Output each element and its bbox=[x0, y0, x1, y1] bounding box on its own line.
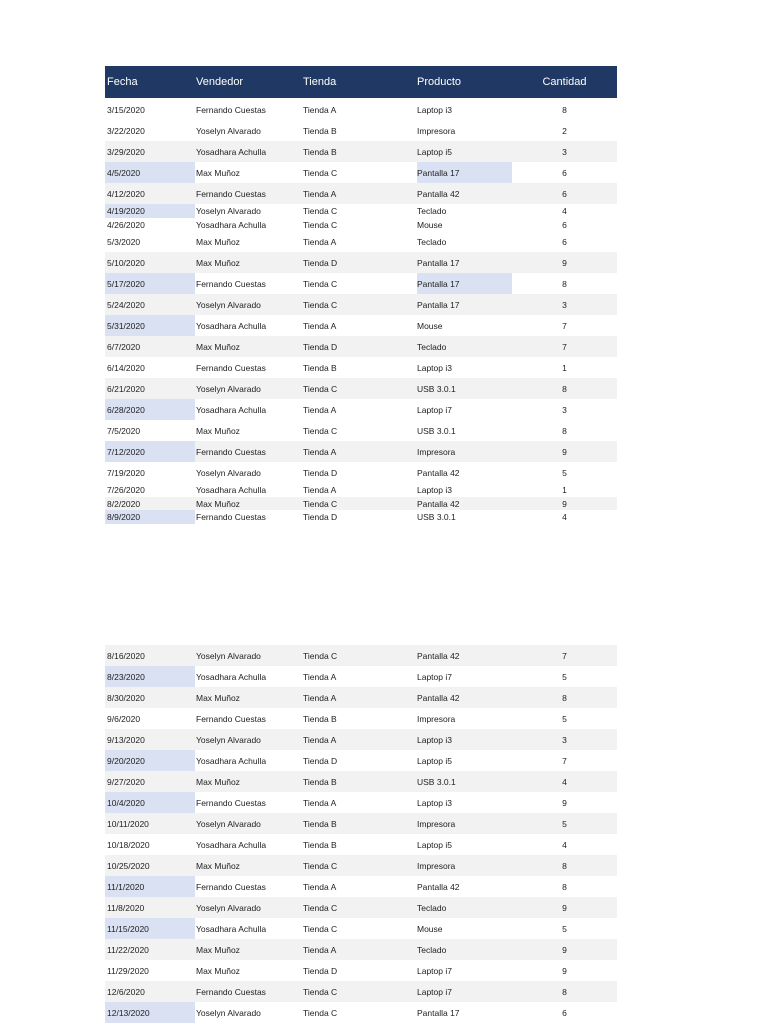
cell-producto: Pantalla 17 bbox=[417, 1007, 460, 1018]
cell-tienda: Tienda C bbox=[303, 498, 338, 509]
cell-fecha: 3/15/2020 bbox=[107, 104, 145, 115]
cell-fecha: 5/3/2020 bbox=[107, 236, 141, 247]
cell-tienda: Tienda C bbox=[303, 383, 338, 394]
table-row bbox=[105, 792, 617, 813]
cell-cantidad: 5 bbox=[562, 671, 567, 682]
cell-cantidad: 7 bbox=[562, 320, 567, 331]
cell-fecha: 11/1/2020 bbox=[105, 876, 195, 897]
cell-producto: USB 3.0.1 bbox=[417, 383, 456, 394]
cell-tienda: Tienda A bbox=[303, 944, 337, 955]
cell-fecha: 7/12/2020 bbox=[105, 441, 195, 462]
cell-tienda: Tienda A bbox=[303, 404, 337, 415]
cell-producto: Impresora bbox=[417, 818, 456, 829]
header-fecha: Fecha bbox=[107, 76, 138, 88]
table-row bbox=[105, 336, 617, 357]
cell-tienda: Tienda C bbox=[303, 860, 338, 871]
cell-fecha: 6/7/2020 bbox=[107, 341, 141, 352]
table-row bbox=[105, 834, 617, 855]
cell-fecha: 6/21/2020 bbox=[107, 383, 145, 394]
cell-vendedor: Yosadhara Achulla bbox=[196, 671, 267, 682]
cell-cantidad: 4 bbox=[562, 206, 567, 216]
cell-producto: Mouse bbox=[417, 320, 443, 331]
cell-tienda: Tienda B bbox=[303, 146, 337, 157]
cell-cantidad: 3 bbox=[562, 404, 567, 415]
cell-fecha: 5/10/2020 bbox=[107, 257, 145, 268]
table-row bbox=[105, 462, 617, 483]
cell-tienda: Tienda D bbox=[303, 257, 338, 268]
cell-vendedor: Yoselyn Alvarado bbox=[196, 1007, 261, 1018]
cell-cantidad: 8 bbox=[562, 104, 567, 115]
cell-fecha: 8/30/2020 bbox=[107, 692, 145, 703]
cell-cantidad: 9 bbox=[562, 797, 567, 808]
cell-cantidad: 9 bbox=[562, 446, 567, 457]
table-row bbox=[105, 231, 617, 252]
cell-cantidad: 5 bbox=[562, 467, 567, 478]
cell-producto: USB 3.0.1 bbox=[417, 425, 456, 436]
cell-fecha: 4/26/2020 bbox=[107, 219, 145, 230]
cell-tienda: Tienda B bbox=[303, 818, 337, 829]
cell-vendedor: Yosadhara Achulla bbox=[196, 404, 267, 415]
cell-producto: Teclado bbox=[417, 236, 447, 247]
table-row bbox=[105, 420, 617, 441]
table-row bbox=[105, 918, 617, 939]
cell-producto: Impresora bbox=[417, 125, 456, 136]
cell-vendedor: Yosadhara Achulla bbox=[196, 219, 267, 230]
cell-vendedor: Fernando Cuestas bbox=[196, 362, 266, 373]
cell-vendedor: Fernando Cuestas bbox=[196, 512, 266, 522]
cell-fecha: 12/13/2020 bbox=[105, 1002, 195, 1023]
cell-cantidad: 8 bbox=[562, 425, 567, 436]
table-row bbox=[105, 813, 617, 834]
table-row bbox=[105, 141, 617, 162]
table-row bbox=[105, 687, 617, 708]
cell-producto: Pantalla 17 bbox=[417, 273, 512, 294]
cell-producto: Impresora bbox=[417, 860, 456, 871]
cell-vendedor: Max Muñoz bbox=[196, 167, 240, 178]
cell-producto: Laptop i5 bbox=[417, 755, 452, 766]
cell-vendedor: Yoselyn Alvarado bbox=[196, 299, 261, 310]
cell-cantidad: 6 bbox=[562, 219, 567, 230]
cell-producto: USB 3.0.1 bbox=[417, 512, 456, 522]
cell-vendedor: Max Muñoz bbox=[196, 692, 240, 703]
cell-producto: Pantalla 17 bbox=[417, 257, 460, 268]
cell-cantidad: 3 bbox=[562, 146, 567, 157]
cell-tienda: Tienda D bbox=[303, 755, 338, 766]
cell-producto: Pantalla 17 bbox=[417, 162, 512, 183]
cell-vendedor: Max Muñoz bbox=[196, 965, 240, 976]
cell-vendedor: Max Muñoz bbox=[196, 425, 240, 436]
cell-producto: USB 3.0.1 bbox=[417, 776, 456, 787]
cell-tienda: Tienda A bbox=[303, 485, 337, 495]
table-row bbox=[105, 708, 617, 729]
cell-vendedor: Yoselyn Alvarado bbox=[196, 902, 261, 913]
table-row bbox=[105, 729, 617, 750]
cell-producto: Laptop i5 bbox=[417, 839, 452, 850]
table-row bbox=[105, 750, 617, 771]
cell-vendedor: Yoselyn Alvarado bbox=[196, 734, 261, 745]
cell-tienda: Tienda B bbox=[303, 776, 337, 787]
cell-cantidad: 9 bbox=[562, 965, 567, 976]
cell-cantidad: 7 bbox=[562, 755, 567, 766]
cell-producto: Laptop i3 bbox=[417, 734, 452, 745]
cell-tienda: Tienda B bbox=[303, 839, 337, 850]
cell-fecha: 11/8/2020 bbox=[107, 902, 145, 913]
table-row bbox=[105, 399, 617, 420]
cell-producto: Laptop i7 bbox=[417, 965, 452, 976]
cell-producto: Laptop i7 bbox=[417, 404, 452, 415]
cell-fecha: 3/22/2020 bbox=[107, 125, 145, 136]
cell-tienda: Tienda C bbox=[303, 219, 338, 230]
table-row bbox=[105, 939, 617, 960]
table-row bbox=[105, 897, 617, 918]
table-row bbox=[105, 120, 617, 141]
cell-fecha: 10/18/2020 bbox=[107, 839, 150, 850]
cell-tienda: Tienda A bbox=[303, 671, 337, 682]
cell-tienda: Tienda A bbox=[303, 881, 337, 892]
cell-cantidad: 9 bbox=[562, 944, 567, 955]
cell-fecha: 11/22/2020 bbox=[107, 944, 149, 955]
cell-vendedor: Fernando Cuestas bbox=[196, 797, 266, 808]
cell-vendedor: Fernando Cuestas bbox=[196, 446, 266, 457]
cell-vendedor: Max Muñoz bbox=[196, 236, 240, 247]
table-row bbox=[105, 981, 617, 1002]
cell-vendedor: Yosadhara Achulla bbox=[196, 755, 267, 766]
cell-producto: Impresora bbox=[417, 446, 456, 457]
cell-cantidad: 8 bbox=[562, 881, 567, 892]
cell-cantidad: 8 bbox=[562, 383, 567, 394]
cell-cantidad: 4 bbox=[562, 839, 567, 850]
cell-producto: Laptop i5 bbox=[417, 146, 452, 157]
cell-cantidad: 6 bbox=[562, 167, 567, 178]
cell-tienda: Tienda D bbox=[303, 965, 338, 976]
cell-vendedor: Yoselyn Alvarado bbox=[196, 818, 261, 829]
cell-producto: Teclado bbox=[417, 944, 447, 955]
cell-fecha: 7/19/2020 bbox=[107, 467, 145, 478]
cell-cantidad: 5 bbox=[562, 818, 567, 829]
cell-fecha: 10/11/2020 bbox=[107, 818, 149, 829]
cell-vendedor: Fernando Cuestas bbox=[196, 188, 266, 199]
cell-cantidad: 8 bbox=[562, 692, 567, 703]
cell-fecha: 10/4/2020 bbox=[105, 792, 195, 813]
table-row bbox=[105, 252, 617, 273]
cell-producto: Teclado bbox=[417, 341, 447, 352]
cell-fecha: 11/15/2020 bbox=[105, 918, 195, 939]
table-row bbox=[105, 1002, 617, 1023]
cell-fecha: 5/17/2020 bbox=[105, 273, 195, 294]
cell-fecha: 12/6/2020 bbox=[107, 986, 145, 997]
cell-tienda: Tienda A bbox=[303, 446, 337, 457]
cell-cantidad: 2 bbox=[562, 125, 567, 136]
cell-cantidad: 7 bbox=[562, 341, 567, 352]
cell-tienda: Tienda B bbox=[303, 362, 337, 373]
cell-tienda: Tienda C bbox=[303, 650, 338, 661]
cell-producto: Impresora bbox=[417, 713, 456, 724]
table-row bbox=[105, 204, 617, 218]
cell-vendedor: Yosadhara Achulla bbox=[196, 923, 267, 934]
cell-producto: Teclado bbox=[417, 902, 447, 913]
cell-fecha: 7/26/2020 bbox=[107, 485, 145, 495]
cell-cantidad: 9 bbox=[562, 498, 567, 509]
cell-cantidad: 8 bbox=[562, 278, 567, 289]
cell-tienda: Tienda C bbox=[303, 299, 338, 310]
cell-tienda: Tienda A bbox=[303, 734, 337, 745]
cell-vendedor: Max Muñoz bbox=[196, 860, 240, 871]
cell-producto: Pantalla 42 bbox=[417, 498, 460, 509]
cell-producto: Pantalla 42 bbox=[417, 692, 460, 703]
table-row bbox=[105, 645, 617, 666]
cell-cantidad: 6 bbox=[562, 1007, 567, 1018]
cell-fecha: 8/23/2020 bbox=[105, 666, 195, 687]
cell-fecha: 7/5/2020 bbox=[107, 425, 141, 436]
cell-fecha: 9/20/2020 bbox=[105, 750, 195, 771]
cell-producto: Laptop i3 bbox=[417, 797, 452, 808]
cell-producto: Laptop i7 bbox=[417, 986, 452, 997]
cell-fecha: 5/31/2020 bbox=[105, 315, 195, 336]
cell-cantidad: 3 bbox=[562, 299, 567, 310]
cell-producto: Laptop i3 bbox=[417, 485, 452, 495]
cell-fecha: 8/16/2020 bbox=[107, 650, 145, 661]
cell-vendedor: Max Muñoz bbox=[196, 498, 240, 509]
cell-vendedor: Max Muñoz bbox=[196, 776, 240, 787]
header-cantidad: Cantidad bbox=[542, 76, 587, 88]
table-row bbox=[105, 315, 617, 336]
cell-cantidad: 3 bbox=[562, 734, 567, 745]
cell-cantidad: 7 bbox=[562, 650, 567, 661]
cell-vendedor: Yoselyn Alvarado bbox=[196, 383, 261, 394]
cell-vendedor: Yoselyn Alvarado bbox=[196, 206, 261, 216]
table-row bbox=[105, 771, 617, 792]
cell-tienda: Tienda C bbox=[303, 986, 338, 997]
cell-vendedor: Yoselyn Alvarado bbox=[196, 650, 261, 661]
cell-vendedor: Fernando Cuestas bbox=[196, 881, 266, 892]
cell-tienda: Tienda B bbox=[303, 125, 337, 136]
cell-tienda: Tienda A bbox=[303, 188, 337, 199]
cell-producto: Pantalla 42 bbox=[417, 467, 460, 478]
table-row bbox=[105, 357, 617, 378]
cell-vendedor: Max Muñoz bbox=[196, 257, 240, 268]
cell-tienda: Tienda C bbox=[303, 278, 338, 289]
cell-cantidad: 4 bbox=[562, 776, 567, 787]
cell-vendedor: Fernando Cuestas bbox=[196, 278, 266, 289]
cell-fecha: 11/29/2020 bbox=[107, 965, 149, 976]
cell-vendedor: Yoselyn Alvarado bbox=[196, 467, 261, 478]
cell-tienda: Tienda D bbox=[303, 341, 338, 352]
cell-cantidad: 6 bbox=[562, 236, 567, 247]
cell-producto: Pantalla 42 bbox=[417, 188, 460, 199]
cell-vendedor: Yosadhara Achulla bbox=[196, 146, 267, 157]
cell-producto: Mouse bbox=[417, 923, 443, 934]
table-row bbox=[105, 162, 617, 183]
cell-tienda: Tienda C bbox=[303, 923, 338, 934]
cell-vendedor: Fernando Cuestas bbox=[196, 986, 266, 997]
cell-vendedor: Yosadhara Achulla bbox=[196, 485, 267, 495]
cell-tienda: Tienda C bbox=[303, 206, 338, 216]
cell-tienda: Tienda A bbox=[303, 320, 337, 331]
cell-tienda: Tienda A bbox=[303, 236, 337, 247]
cell-vendedor: Yoselyn Alvarado bbox=[196, 125, 261, 136]
cell-vendedor: Fernando Cuestas bbox=[196, 713, 266, 724]
cell-fecha: 8/2/2020 bbox=[107, 498, 141, 509]
cell-fecha: 8/9/2020 bbox=[105, 510, 195, 524]
cell-cantidad: 6 bbox=[562, 188, 567, 199]
table-row bbox=[105, 99, 617, 120]
cell-cantidad: 8 bbox=[562, 986, 567, 997]
header-vendedor: Vendedor bbox=[196, 76, 244, 88]
table-row bbox=[105, 497, 617, 510]
cell-cantidad: 9 bbox=[562, 902, 567, 913]
cell-cantidad: 5 bbox=[562, 713, 567, 724]
cell-producto: Teclado bbox=[417, 206, 447, 216]
cell-cantidad: 1 bbox=[562, 485, 567, 495]
cell-tienda: Tienda C bbox=[303, 167, 338, 178]
table-row bbox=[105, 510, 617, 524]
table-row bbox=[105, 218, 617, 231]
table-row bbox=[105, 273, 617, 294]
cell-fecha: 3/29/2020 bbox=[107, 146, 145, 157]
cell-producto: Pantalla 42 bbox=[417, 650, 460, 661]
cell-tienda: Tienda A bbox=[303, 692, 337, 703]
cell-fecha: 10/25/2020 bbox=[107, 860, 150, 871]
table-row bbox=[105, 483, 617, 497]
cell-vendedor: Yosadhara Achulla bbox=[196, 320, 267, 331]
cell-vendedor: Yosadhara Achulla bbox=[196, 839, 267, 850]
table-row bbox=[105, 378, 617, 399]
cell-tienda: Tienda D bbox=[303, 467, 338, 478]
table-row bbox=[105, 876, 617, 897]
table-row bbox=[105, 441, 617, 462]
cell-cantidad: 9 bbox=[562, 257, 567, 268]
cell-fecha: 9/13/2020 bbox=[107, 734, 145, 745]
cell-vendedor: Max Muñoz bbox=[196, 341, 240, 352]
header-tienda: Tienda bbox=[303, 76, 337, 88]
cell-tienda: Tienda A bbox=[303, 104, 337, 115]
cell-producto: Pantalla 42 bbox=[417, 881, 460, 892]
cell-cantidad: 8 bbox=[562, 860, 567, 871]
table-row bbox=[105, 960, 617, 981]
cell-producto: Pantalla 17 bbox=[417, 299, 460, 310]
header-producto: Producto bbox=[417, 76, 462, 88]
cell-fecha: 4/12/2020 bbox=[107, 188, 145, 199]
cell-fecha: 4/19/2020 bbox=[105, 204, 195, 218]
cell-cantidad: 4 bbox=[562, 512, 567, 522]
cell-fecha: 6/14/2020 bbox=[107, 362, 145, 373]
cell-tienda: Tienda C bbox=[303, 425, 338, 436]
cell-tienda: Tienda D bbox=[303, 512, 338, 522]
table-row bbox=[105, 294, 617, 315]
cell-tienda: Tienda C bbox=[303, 1007, 338, 1018]
table-row bbox=[105, 666, 617, 687]
cell-producto: Laptop i3 bbox=[417, 362, 452, 373]
table-row bbox=[105, 183, 617, 204]
cell-producto: Mouse bbox=[417, 219, 443, 230]
cell-tienda: Tienda A bbox=[303, 797, 337, 808]
cell-tienda: Tienda B bbox=[303, 713, 337, 724]
cell-vendedor: Fernando Cuestas bbox=[196, 104, 266, 115]
cell-fecha: 9/6/2020 bbox=[107, 713, 141, 724]
table-row bbox=[105, 855, 617, 876]
cell-fecha: 9/27/2020 bbox=[107, 776, 145, 787]
cell-fecha: 6/28/2020 bbox=[105, 399, 195, 420]
cell-tienda: Tienda C bbox=[303, 902, 338, 913]
cell-cantidad: 5 bbox=[562, 923, 567, 934]
cell-producto: Laptop i3 bbox=[417, 104, 452, 115]
cell-fecha: 4/5/2020 bbox=[105, 162, 195, 183]
cell-fecha: 5/24/2020 bbox=[107, 299, 145, 310]
cell-vendedor: Max Muñoz bbox=[196, 944, 240, 955]
cell-producto: Laptop i7 bbox=[417, 671, 452, 682]
table-header bbox=[105, 66, 617, 98]
cell-cantidad: 1 bbox=[562, 362, 567, 373]
